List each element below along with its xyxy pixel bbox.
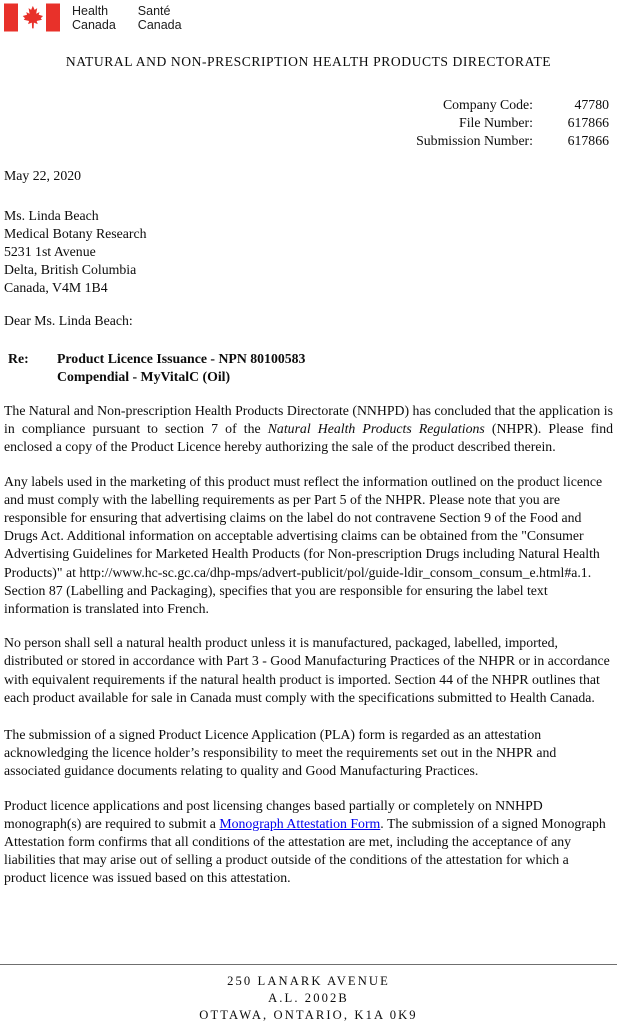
recipient-street: 5231 1st Avenue: [4, 244, 96, 259]
maple-leaf-icon: [23, 6, 43, 29]
directorate-title: NATURAL AND NON-PRESCRIPTION HEALTH PRODUCTS DIRECTORATE: [65, 54, 552, 69]
company-code-value: 47780: [574, 97, 609, 112]
paragraph-5-post: . The submission of a signed Monograph Attestation form confirms that all conditions of the attestation are met, including the acceptance of any liabilities that may arise out of selling a product outside of the conditions of the attestation for which a product licence was issued based on this attestation.: [4, 815, 606, 886]
logo-wordmark-english: Health Canada: [72, 4, 116, 32]
reference-row: [4, 114, 613, 132]
reference-row: [4, 96, 613, 114]
monograph-attestation-form-link[interactable]: Monograph Attestation Form: [219, 815, 381, 831]
paragraph-1-post: (NHPR). Please find enclosed a copy of the Product Licence hereby authorizing the sale of the product described therein.: [4, 421, 613, 455]
recipient-name: Ms. Linda Beach: [4, 208, 99, 223]
submission-number-value: 617866: [567, 133, 609, 148]
recipient-city: Delta, British Columbia: [4, 262, 137, 277]
subject-line-2: Compendial - MyVitalC (Oil): [57, 369, 231, 384]
recipient-postal: Canada, V4M 1B4: [4, 280, 108, 295]
recipient-address: [4, 207, 613, 297]
footer-address-line: 250 LANARK AVENUE: [227, 974, 390, 988]
body-paragraph-2: Any labels used in the marketing of this product must reflect the information outlined on the product licence and must comply with the labelling requirements as per Part 5 of the NHPR. Please note that you are responsible for ensuring that advertising claims on the label do not contravene Section 9 of the Food and Drugs Act. Additional information on acceptable advertising claims can be obtained from the "Consumer Advertising Guidelines for Marketed Health Products (for Non-prescription Drugs including Natural Health Products)" at http://www.hc-sc.gc.ca/dhp-mps/advert-publicit/pol/guide-ldir_consom_consum_e.html#a.1. Section 87 (Labelling and Packaging), specifies that you are responsible for ensuring the label text information is translated into French.: [4, 473, 603, 617]
file-number-label: File Number:: [459, 115, 533, 130]
regulations-italic-text: Natural Health Products Regulations: [267, 421, 485, 437]
salutation: Dear Ms. Linda Beach:: [4, 313, 133, 328]
recipient-company: Medical Botany Research: [4, 226, 147, 241]
footer-address-line: A.L. 2002B: [268, 991, 349, 1005]
body-paragraph-1: [4, 402, 613, 457]
subject-block: [4, 350, 613, 386]
reference-block: [4, 96, 613, 150]
paragraph-5-pre: Product licence applications and post licensing changes based partially or completely on NNHPD monograph(s) are required to submit a: [4, 797, 543, 831]
footer-divider: [0, 964, 617, 965]
footer-address-line: OTTAWA, ONTARIO, K1A 0K9: [199, 1008, 418, 1022]
submission-number-label: Submission Number:: [416, 133, 533, 148]
letter-date: May 22, 2020: [4, 168, 82, 183]
reference-row: [4, 132, 613, 150]
re-label: Re:: [8, 351, 29, 366]
body-paragraph-4: The submission of a signed Product Licence Application (PLA) form is regarded as an attestation acknowledging the licence holder’s responsibility to meet the requirements set out in the NHPR and associated guidance documents relating to quality and Good Manufacturing Practices.: [4, 727, 557, 779]
letter-footer: [0, 964, 617, 1024]
logo-wordmark: [72, 3, 182, 32]
canada-flag-icon: [4, 3, 60, 32]
company-code-label: Company Code:: [442, 97, 533, 112]
file-number-value: 617866: [567, 115, 609, 130]
subject-line-1: Product Licence Issuance - NPN 80100583: [57, 351, 306, 366]
body-paragraph-3: No person shall sell a natural health product unless it is manufactured, packaged, labelled, imported, distributed or stored in accordance with Part 3 - Good Manufacturing Practices of the NHPR or in accordance with equivalent requirements if the natural health product is imported. Section 44 of the NHPR outlines that each product available for sale in Canada must comply with the specifications submitted to Health Canada.: [4, 635, 610, 705]
body-paragraph-5: [4, 797, 613, 888]
subject-lines: [57, 350, 305, 386]
logo-wordmark-french: Santé Canada: [137, 4, 182, 32]
health-canada-logo: [4, 3, 613, 33]
paragraph-1-pre: The Natural and Non-prescription Health Products Directorate (NNHPD) has concluded that the application is in compliance pursuant to section 7 of the: [4, 403, 613, 437]
